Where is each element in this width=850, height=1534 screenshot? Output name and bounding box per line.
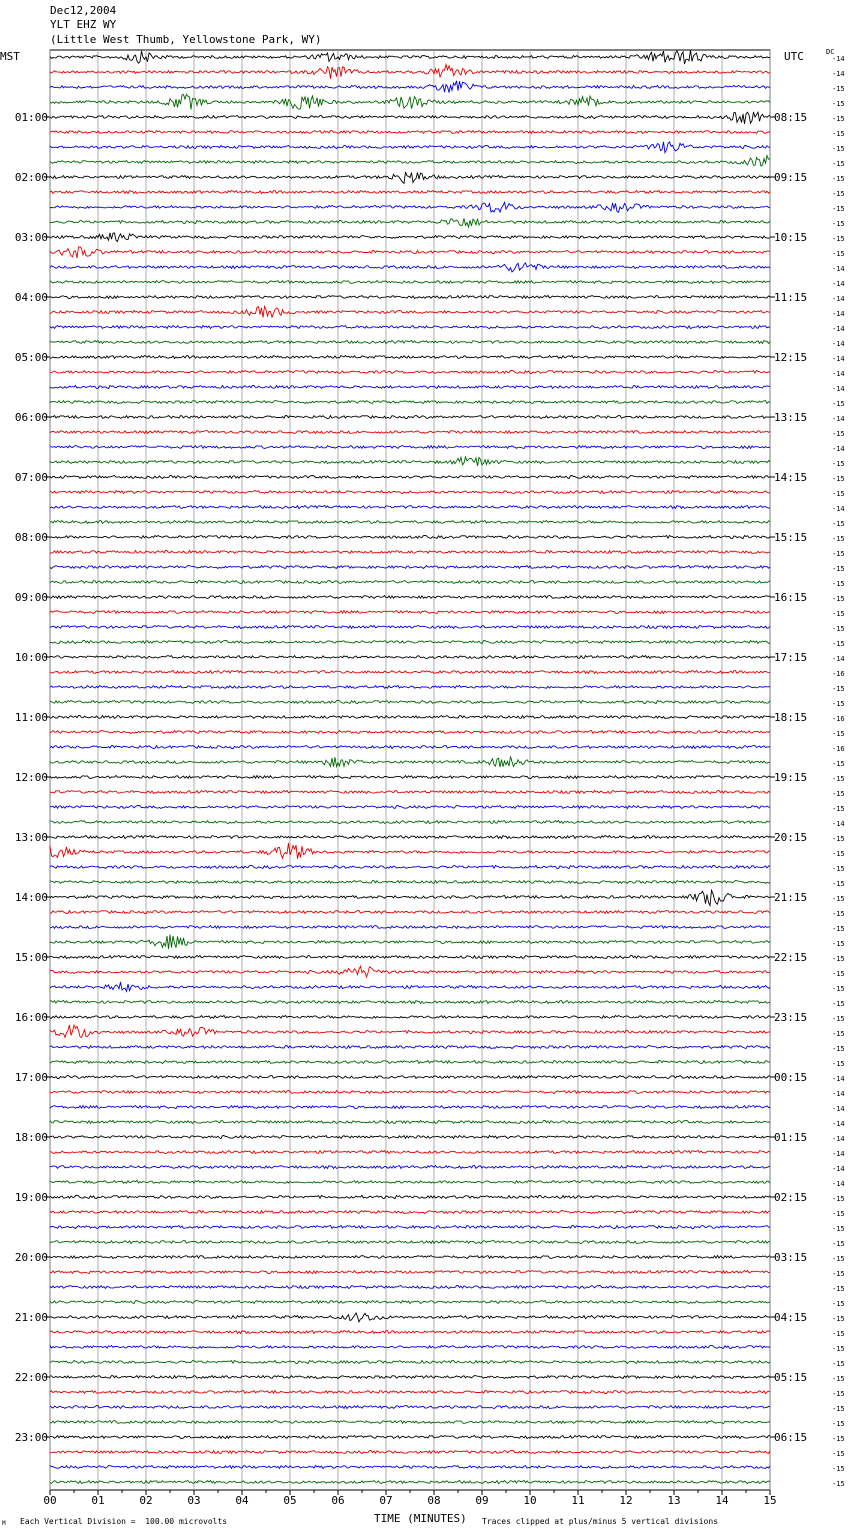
seismic-trace [50,935,770,949]
seismic-trace [50,355,770,358]
mst-hour-label: 21:00 [14,1311,48,1324]
dc-offset-label: -16 [832,745,845,753]
seismic-trace [50,1481,770,1484]
seismic-trace [50,911,770,914]
dc-offset-label: -14 [832,55,845,63]
seismic-trace [50,806,770,809]
seismic-trace [50,1121,770,1124]
dc-offset-label: -15 [832,1255,845,1263]
mst-hour-label: 01:00 [14,111,48,124]
dc-offset-label: -15 [832,760,845,768]
dc-offset-label: -15 [832,220,845,228]
seismic-trace [50,81,770,93]
seismic-trace [50,881,770,884]
seismic-trace [50,821,770,824]
dc-offset-label: -15 [832,1330,845,1338]
dc-offset-label: -14 [832,820,845,828]
x-tick-label: 03 [187,1494,201,1507]
mst-hour-label: 22:00 [14,1371,48,1384]
seismic-trace [50,926,770,929]
dc-offset-label: -15 [832,1240,845,1248]
dc-offset-label: -15 [832,1045,845,1053]
dc-offset-label: -15 [832,775,845,783]
dc-offset-label: -15 [832,100,845,108]
seismic-trace [50,1451,770,1454]
dc-offset-label: -15 [832,145,845,153]
utc-hour-label: 16:15 [774,591,808,604]
dc-offset-label: -15 [832,1195,845,1203]
dc-offset-label: -15 [832,565,845,573]
dc-offset-label: -15 [832,835,845,843]
seismic-trace [50,1376,770,1379]
dc-offset-label: -15 [832,115,845,123]
mst-hour-label: 20:00 [14,1251,48,1264]
x-tick-label: 02 [139,1494,153,1507]
utc-hour-label: 05:15 [774,1371,808,1384]
dc-offset-label: -15 [832,955,845,963]
utc-hour-label: 20:15 [774,831,808,844]
x-tick-label: 08 [427,1494,441,1507]
dc-offset-label: -15 [832,520,845,528]
mst-hour-label: 09:00 [14,591,48,604]
mst-hour-label: 05:00 [14,351,48,364]
seismic-trace [50,836,770,839]
dc-offset-label: -15 [832,1375,845,1383]
seismic-trace [50,50,770,64]
seismic-trace [50,1241,770,1244]
mst-hour-label: 13:00 [14,831,48,844]
seismic-trace [50,94,770,109]
x-tick-label: 14 [715,1494,729,1507]
station-code: YLT EHZ WY [50,18,117,31]
dc-offset-label: -15 [832,535,845,543]
dc-offset-label: -15 [832,400,845,408]
seismic-trace [50,202,770,212]
seismic-trace [50,1195,770,1198]
mst-hour-label: 11:00 [14,711,48,724]
seismic-trace [50,956,770,959]
seismic-trace [50,1025,770,1038]
seismic-trace [50,190,770,193]
utc-hour-label: 06:15 [774,1431,808,1444]
seismic-trace [50,776,770,779]
utc-hour-label: 02:15 [774,1191,808,1204]
dc-offset-label: -14 [832,1105,845,1113]
dc-offset-label: -15 [832,1060,845,1068]
dc-offset-label: -15 [832,985,845,993]
seismic-trace [50,1360,770,1363]
dc-offset-label: -14 [832,295,845,303]
seismic-trace [50,142,770,153]
dc-offset-label: -15 [832,190,845,198]
dc-offset-label: -14 [832,325,845,333]
seismic-trace [50,1331,770,1334]
dc-offset-label: -15 [832,730,845,738]
seismic-trace [50,370,770,373]
seismic-trace [50,843,770,859]
seismic-trace [50,416,770,419]
utc-hour-label: 18:15 [774,711,808,724]
x-tick-label: 09 [475,1494,489,1507]
mst-hour-label: 23:00 [14,1431,48,1444]
seismic-trace [50,506,770,509]
dc-offset-label: -14 [832,265,845,273]
dc-offset-label: -15 [832,550,845,558]
dc-offset-label: -14 [832,505,845,513]
dc-offset-label: -15 [832,1315,845,1323]
dc-offset-label: -15 [832,895,845,903]
dc-offset-label: -15 [832,910,845,918]
seismic-trace [50,476,770,479]
seismic-trace [50,1421,770,1424]
seismic-trace [50,1436,770,1439]
dc-offset-label: -15 [832,865,845,873]
seismic-trace [50,1286,770,1289]
x-tick-label: 06 [331,1494,345,1507]
dc-offset-label: -15 [832,1480,845,1488]
clip-note: Traces clipped at plus/minus 5 vertical divisions [482,1517,719,1526]
x-tick-label: 15 [763,1494,777,1507]
utc-hour-label: 23:15 [774,1011,808,1024]
seismic-trace [50,890,770,905]
x-tick-label: 04 [235,1494,249,1507]
seismic-trace [50,966,770,977]
seismic-trace [50,263,770,272]
utc-hour-label: 21:15 [774,891,808,904]
seismic-trace [50,1391,770,1394]
seismic-trace [50,731,770,734]
seismic-trace [50,1256,770,1259]
dc-offset-label: -14 [832,655,845,663]
seismic-trace [50,65,770,79]
dc-offset-label: -14 [832,1090,845,1098]
x-axis-label: TIME (MINUTES) [374,1512,467,1525]
utc-hour-label: 11:15 [774,291,808,304]
dc-offset-label: -15 [832,235,845,243]
dc-offset-label: -14 [832,1165,845,1173]
seismic-trace [50,281,770,284]
seismic-trace [50,131,770,134]
seismic-trace [50,1001,770,1004]
seismic-trace [50,491,770,494]
seismic-trace [50,1313,770,1322]
dc-offset-label: -15 [832,460,845,468]
seismic-trace [50,296,770,299]
utc-hour-label: 03:15 [774,1251,808,1264]
dc-offset-label: -15 [832,1285,845,1293]
dc-offset-label: -14 [832,445,845,453]
seismic-trace [50,566,770,569]
dc-offset-label: -16 [832,715,845,723]
scale-note: Each Vertical Division = 100.00 microvolts [20,1517,228,1526]
dc-offset-label: -15 [832,610,845,618]
dc-offset-label: -15 [832,1465,845,1473]
x-tick-label: 07 [379,1494,393,1507]
seismic-trace [50,1211,770,1214]
seismic-trace [50,685,770,688]
dc-offset-label: -15 [832,1030,845,1038]
seismic-trace [50,700,770,703]
dc-offset-label: -15 [832,580,845,588]
station-location: (Little West Thumb, Yellowstone Park, WY) [50,33,322,46]
seismic-trace [50,1106,770,1109]
seismic-trace [50,306,770,317]
x-tick-label: 00 [43,1494,57,1507]
seismic-trace [50,247,770,258]
seismic-trace [50,112,770,124]
dc-offset-label: -15 [832,1345,845,1353]
dc-offset-label: -15 [832,805,845,813]
mst-hour-label: 04:00 [14,291,48,304]
x-tick-label: 05 [283,1494,297,1507]
dc-offset-label: -14 [832,340,845,348]
dc-offset-label: -14 [832,1075,845,1083]
dc-offset-label: -15 [832,1300,845,1308]
dc-offset-label: -15 [832,250,845,258]
seismic-trace [50,982,770,991]
dc-offset-label: -14 [832,370,845,378]
mst-hour-label: 06:00 [14,411,48,424]
seismic-trace [50,1271,770,1274]
seismic-trace [50,156,770,166]
utc-hour-label: 00:15 [774,1071,808,1084]
seismic-trace [50,671,770,674]
seismic-trace [50,746,770,749]
utc-hour-label: 15:15 [774,531,808,544]
dc-offset-label: -15 [832,1270,845,1278]
dc-offset-label: -14 [832,1150,845,1158]
dc-offset-label: -14 [832,280,845,288]
dc-offset-label: -15 [832,430,845,438]
utc-hour-label: 04:15 [774,1311,808,1324]
dc-offset-label: -15 [832,490,845,498]
dc-offset-label: -14 [832,385,845,393]
seismic-trace [50,341,770,344]
dc-offset-label: -15 [832,1000,845,1008]
seismic-trace [50,218,770,227]
seismic-trace [50,535,770,538]
dc-offset-label: -14 [832,1120,845,1128]
seismic-trace [50,1466,770,1469]
dc-offset-label: -15 [832,1015,845,1023]
dc-offset-label: -15 [832,175,845,183]
seismic-trace [50,1061,770,1064]
dc-offset-label: -15 [832,1450,845,1458]
corner-mark: M [2,1520,6,1527]
seismic-trace [50,865,770,868]
seismic-trace [50,1091,770,1094]
dc-column-label: DC [826,48,835,56]
x-tick-label: 11 [571,1494,585,1507]
dc-offset-label: -15 [832,625,845,633]
seismic-trace [50,457,770,466]
utc-hour-label: 19:15 [774,771,808,784]
x-tick-label: 01 [91,1494,105,1507]
seismic-trace [50,446,770,449]
seismic-trace [50,581,770,584]
mst-hour-label: 07:00 [14,471,48,484]
seismic-trace [50,326,770,329]
plot-date: Dec12,2004 [50,4,117,17]
x-tick-label: 12 [619,1494,633,1507]
seismic-trace [50,1180,770,1183]
mst-hour-label: 10:00 [14,651,48,664]
mst-hour-label: 18:00 [14,1131,48,1144]
seismic-trace [50,1046,770,1049]
mst-hour-label: 17:00 [14,1071,48,1084]
dc-offset-label: -14 [832,70,845,78]
dc-offset-label: -15 [832,1360,845,1368]
dc-offset-label: -15 [832,685,845,693]
dc-offset-label: -15 [832,595,845,603]
dc-offset-label: -14 [832,355,845,363]
mst-hour-label: 14:00 [14,891,48,904]
dc-offset-label: -15 [832,475,845,483]
seismic-trace [50,551,770,554]
utc-hour-label: 10:15 [774,231,808,244]
seismic-trace [50,626,770,629]
left-timezone-label: MST [0,50,20,63]
seismic-trace [50,1345,770,1348]
seismic-trace [50,656,770,659]
dc-offset-label: -16 [832,670,845,678]
dc-offset-label: -15 [832,1420,845,1428]
seismic-trace [50,716,770,719]
seismic-trace [50,1226,770,1229]
mst-hour-label: 03:00 [14,231,48,244]
mst-hour-label: 12:00 [14,771,48,784]
right-timezone-label: UTC [784,50,804,63]
mst-hour-label: 08:00 [14,531,48,544]
dc-offset-label: -15 [832,1210,845,1218]
dc-offset-label: -15 [832,130,845,138]
mst-hour-label: 02:00 [14,171,48,184]
seismic-trace [50,401,770,404]
dc-offset-label: -15 [832,1405,845,1413]
mst-hour-label: 16:00 [14,1011,48,1024]
dc-offset-label: -15 [832,940,845,948]
seismic-trace [50,1151,770,1154]
dc-offset-label: -15 [832,1435,845,1443]
seismic-trace [50,1076,770,1079]
seismic-trace [50,172,770,184]
seismic-trace [50,791,770,794]
dc-offset-label: -14 [832,1135,845,1143]
seismic-trace [50,757,770,768]
utc-hour-label: 12:15 [774,351,808,364]
seismic-trace [50,1166,770,1169]
dc-offset-label: -14 [832,1180,845,1188]
dc-offset-label: -15 [832,205,845,213]
dc-offset-label: -15 [832,1390,845,1398]
utc-hour-label: 09:15 [774,171,808,184]
mst-hour-label: 15:00 [14,951,48,964]
seismic-trace [50,1136,770,1139]
dc-offset-label: -15 [832,850,845,858]
utc-hour-label: 01:15 [774,1131,808,1144]
seismic-trace [50,1015,770,1018]
utc-hour-label: 14:15 [774,471,808,484]
utc-hour-label: 22:15 [774,951,808,964]
x-tick-label: 13 [667,1494,681,1507]
dc-offset-label: -14 [832,415,845,423]
mst-hour-label: 19:00 [14,1191,48,1204]
utc-hour-label: 08:15 [774,111,808,124]
seismic-trace [50,386,770,389]
dc-offset-label: -15 [832,85,845,93]
x-tick-label: 10 [523,1494,537,1507]
dc-offset-label: -15 [832,970,845,978]
seismic-trace [50,1406,770,1409]
dc-offset-label: -15 [832,880,845,888]
utc-hour-label: 17:15 [774,651,808,664]
seismic-trace [50,611,770,614]
seismic-trace [50,520,770,523]
seismic-trace [50,596,770,599]
dc-offset-label: -15 [832,160,845,168]
dc-offset-label: -15 [832,640,845,648]
dc-offset-label: -15 [832,1225,845,1233]
dc-offset-label: -15 [832,700,845,708]
dc-offset-label: -15 [832,925,845,933]
utc-hour-label: 13:15 [774,411,808,424]
dc-offset-label: -15 [832,790,845,798]
seismic-trace [50,233,770,242]
seismic-trace [50,641,770,644]
seismic-trace [50,1301,770,1304]
seismic-trace [50,431,770,434]
dc-offset-label: -14 [832,310,845,318]
